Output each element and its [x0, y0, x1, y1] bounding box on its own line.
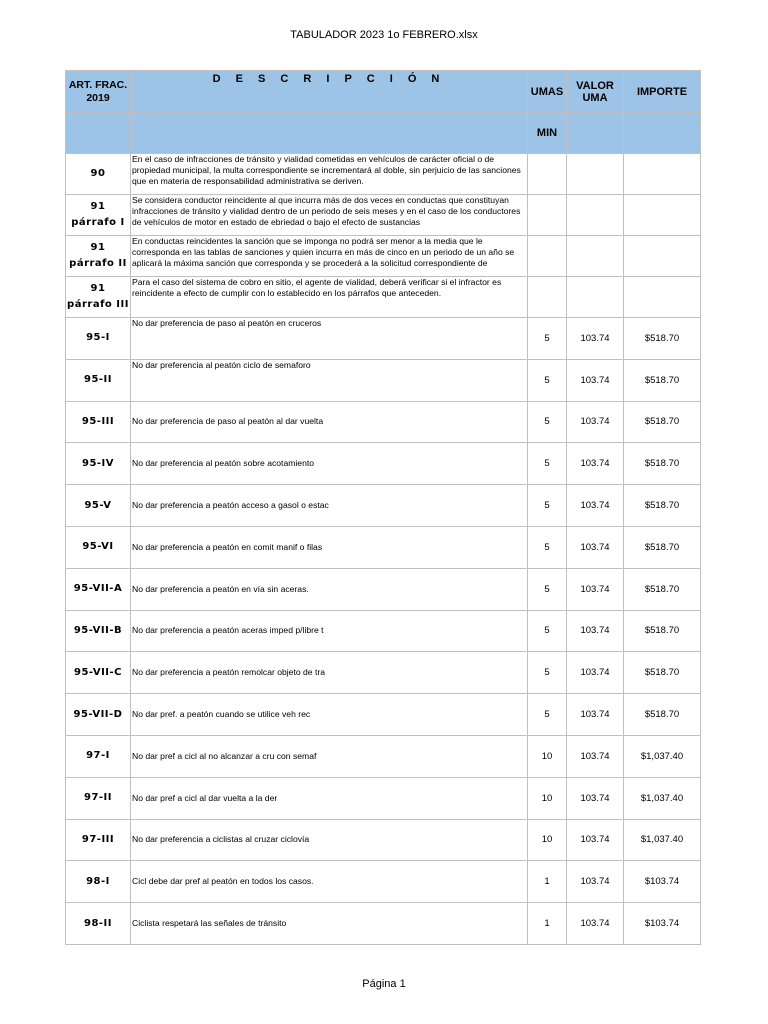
article-code: 97-II [66, 777, 131, 819]
table-row [66, 819, 701, 861]
umas-value: 5 [528, 526, 567, 568]
importe-value [624, 154, 701, 195]
importe-value: $1,037.40 [624, 819, 701, 861]
importe-value: $518.70 [624, 359, 701, 401]
importe-value: $103.74 [624, 861, 701, 903]
table-row [66, 526, 701, 568]
header-descripcion: D E S C R I P C I Ó N [131, 71, 528, 113]
header-blank [624, 113, 701, 154]
article-code: 98-II [66, 903, 131, 945]
article-code: 91 párrafo I [66, 195, 131, 236]
infraction-description: No dar pref a cicl al no alcanzar a cru con semaf [131, 735, 528, 777]
table-row [66, 652, 701, 694]
importe-value: $103.74 [624, 903, 701, 945]
infraction-description: No dar preferencia a ciclistas al cruzar ciclovía [131, 819, 528, 861]
importe-value: $518.70 [624, 568, 701, 610]
article-code: 97-I [66, 735, 131, 777]
table-row [66, 694, 701, 736]
note-row [66, 195, 701, 236]
umas-value: 5 [528, 652, 567, 694]
umas-value: 5 [528, 443, 567, 485]
header-min: MIN [528, 113, 567, 154]
note-text: Se considera conductor reincidente al que incurra más de dos veces en conductas que constituyan infracciones de tránsito y vialidad dentro de un periodo de seis meses y en el caso de los conductores de vehículos de motor en estado de ebriedad o bajo el efecto de sustancias [132, 195, 521, 228]
infraction-description: No dar preferencia al peatón ciclo de semaforo [131, 359, 528, 401]
header-valor-uma: VALOR UMA [567, 71, 624, 113]
umas-value: 5 [528, 485, 567, 527]
importe-value: $1,037.40 [624, 735, 701, 777]
infraction-description: No dar pref a cicl al dar vuelta a la der [131, 777, 528, 819]
article-code: 95-VII-B [66, 610, 131, 652]
article-code: 95-V [66, 485, 131, 527]
article-code: 95-I [66, 318, 131, 360]
valor-uma-value: 103.74 [567, 861, 624, 903]
article-code: 95-II [66, 359, 131, 401]
umas-value: 10 [528, 819, 567, 861]
umas-value [528, 236, 567, 277]
importe-value: $518.70 [624, 485, 701, 527]
article-code: 95-VII-C [66, 652, 131, 694]
importe-value [624, 277, 701, 318]
article-code: 91 párrafo II [66, 236, 131, 277]
infraction-description: No dar preferencia a peatón acceso a gasol o estac [131, 485, 528, 527]
valor-uma-value: 103.74 [567, 443, 624, 485]
document-title: TABULADOR 2023 1o FEBRERO.xlsx [290, 29, 478, 41]
note-text: En el caso de infracciones de tránsito y vialidad cometidas en vehículos de carácter oficial o de propiedad municipal, la multa correspondiente se incrementará al doble, sin perjuicio de las sanciones que en materia de responsabilidad administrativa se deriven. [132, 154, 521, 187]
umas-value: 5 [528, 359, 567, 401]
umas-value [528, 195, 567, 236]
article-code: 95-III [66, 401, 131, 443]
importe-value: $518.70 [624, 526, 701, 568]
note-row [66, 154, 701, 195]
valor-uma-value [567, 277, 624, 318]
valor-uma-value: 103.74 [567, 401, 624, 443]
header-art-frac: ART. FRAC. 2019 [66, 71, 131, 113]
infraction-description: No dar preferencia a peatón en vía sin aceras. [131, 568, 528, 610]
valor-uma-value: 103.74 [567, 652, 624, 694]
valor-uma-value [567, 236, 624, 277]
article-code: 97-III [66, 819, 131, 861]
table-row [66, 861, 701, 903]
valor-uma-value: 103.74 [567, 318, 624, 360]
header-blank [66, 113, 131, 154]
infraction-description: No dar preferencia al peatón sobre acotamiento [131, 443, 528, 485]
importe-value [624, 195, 701, 236]
umas-value [528, 154, 567, 195]
infraction-description: Cicl debe dar pref al peatón en todos los casos. [131, 861, 528, 903]
note-description [131, 236, 528, 277]
header-umas: UMAS [528, 71, 567, 113]
umas-value: 5 [528, 318, 567, 360]
valor-uma-value: 103.74 [567, 735, 624, 777]
umas-value: 1 [528, 903, 567, 945]
valor-uma-value: 103.74 [567, 903, 624, 945]
umas-value: 10 [528, 777, 567, 819]
tabulador-table [65, 70, 701, 945]
infraction-description: No dar preferencia a peatón remolcar objeto de tra [131, 652, 528, 694]
table-row [66, 735, 701, 777]
importe-value: $518.70 [624, 318, 701, 360]
table-row [66, 401, 701, 443]
note-row [66, 236, 701, 277]
importe-value: $1,037.40 [624, 777, 701, 819]
article-code: 91 párrafo III [66, 277, 131, 318]
page-footer: Página 1 [362, 978, 406, 990]
table-row [66, 318, 701, 360]
note-row [66, 277, 701, 318]
valor-uma-value: 103.74 [567, 526, 624, 568]
article-code: 95-VII-D [66, 694, 131, 736]
valor-uma-value: 103.74 [567, 819, 624, 861]
article-code: 95-VII-A [66, 568, 131, 610]
article-code: 98-I [66, 861, 131, 903]
umas-value: 5 [528, 694, 567, 736]
note-description [131, 277, 528, 318]
valor-uma-value [567, 195, 624, 236]
table-row [66, 443, 701, 485]
valor-uma-value [567, 154, 624, 195]
umas-value: 5 [528, 610, 567, 652]
note-text: En conductas reincidentes la sanción que se imponga no podrá ser menor a la media que le corresponda en las tablas de sanciones y quien incurra en más de cinco en un periodo de un año se aplicará la máxima sanción que corresponda y se procederá a la solicitud correspondiente de [132, 236, 515, 269]
table-row [66, 485, 701, 527]
table-row [66, 903, 701, 945]
valor-uma-value: 103.74 [567, 568, 624, 610]
infraction-description: No dar preferencia de paso al peatón al dar vuelta [131, 401, 528, 443]
article-code: 90 [66, 154, 131, 195]
header-importe: IMPORTE [624, 71, 701, 113]
importe-value: $518.70 [624, 401, 701, 443]
importe-value: $518.70 [624, 652, 701, 694]
umas-value: 5 [528, 401, 567, 443]
importe-value [624, 236, 701, 277]
umas-value: 10 [528, 735, 567, 777]
table-row [66, 359, 701, 401]
umas-value [528, 277, 567, 318]
infraction-description: No dar preferencia de paso al peatón en cruceros [131, 318, 528, 360]
article-code: 95-IV [66, 443, 131, 485]
infraction-description: Ciclista respetará las señales de tránsito [131, 903, 528, 945]
infraction-description: No dar preferencia a peatón aceras imped p/libre t [131, 610, 528, 652]
article-code: 95-VI [66, 526, 131, 568]
table-row [66, 568, 701, 610]
importe-value: $518.70 [624, 610, 701, 652]
valor-uma-value: 103.74 [567, 485, 624, 527]
header-blank [131, 113, 528, 154]
table-row [66, 610, 701, 652]
note-description [131, 195, 528, 236]
importe-value: $518.70 [624, 694, 701, 736]
valor-uma-value: 103.74 [567, 777, 624, 819]
umas-value: 5 [528, 568, 567, 610]
infraction-description: No dar preferencia a peatón en comit manif o filas [131, 526, 528, 568]
umas-value: 1 [528, 861, 567, 903]
valor-uma-value: 103.74 [567, 694, 624, 736]
importe-value: $518.70 [624, 443, 701, 485]
infraction-description: No dar pref. a peatón cuando se utilice veh rec [131, 694, 528, 736]
header-blank [567, 113, 624, 154]
valor-uma-value: 103.74 [567, 359, 624, 401]
table-row [66, 777, 701, 819]
note-description [131, 154, 528, 195]
note-text: Para el caso del sistema de cobro en sitio, el agente de vialidad, deberá verificar si el infractor es reincidente a efecto de cumplir con lo establecido en los párrafos que anteceden. [132, 277, 502, 299]
valor-uma-value: 103.74 [567, 610, 624, 652]
